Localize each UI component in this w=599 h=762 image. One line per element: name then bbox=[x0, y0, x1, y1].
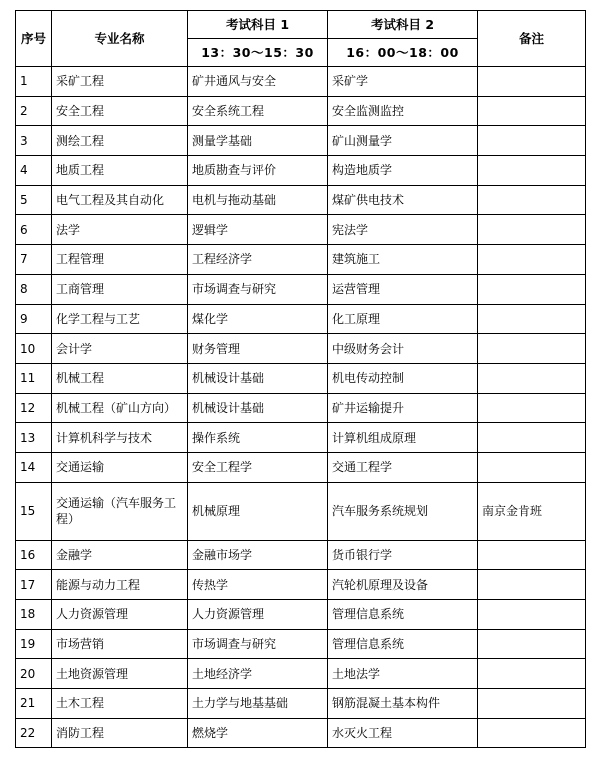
cell-subject1: 土地经济学 bbox=[188, 659, 328, 689]
cell-seq: 5 bbox=[16, 185, 52, 215]
cell-subject1: 逻辑学 bbox=[188, 215, 328, 245]
cell-note bbox=[478, 423, 586, 453]
cell-subject1: 燃烧学 bbox=[188, 718, 328, 748]
cell-subject1: 机械原理 bbox=[188, 482, 328, 540]
cell-seq: 14 bbox=[16, 452, 52, 482]
cell-subject2: 管理信息系统 bbox=[328, 629, 478, 659]
cell-subject2: 建筑施工 bbox=[328, 245, 478, 275]
table-row bbox=[16, 600, 586, 630]
table-row bbox=[16, 540, 586, 570]
cell-subject1: 安全系统工程 bbox=[188, 96, 328, 126]
cell-note bbox=[478, 452, 586, 482]
cell-seq: 13 bbox=[16, 423, 52, 453]
cell-seq: 4 bbox=[16, 156, 52, 186]
cell-note bbox=[478, 304, 586, 334]
table-row bbox=[16, 718, 586, 748]
cell-major: 采矿工程 bbox=[52, 67, 188, 97]
header-major: 专业名称 bbox=[52, 11, 188, 67]
cell-seq: 18 bbox=[16, 600, 52, 630]
cell-subject1: 机械设计基础 bbox=[188, 363, 328, 393]
table-row bbox=[16, 126, 586, 156]
cell-seq: 19 bbox=[16, 629, 52, 659]
cell-subject2: 运营管理 bbox=[328, 274, 478, 304]
cell-major: 消防工程 bbox=[52, 718, 188, 748]
table-row bbox=[16, 156, 586, 186]
cell-major: 市场营销 bbox=[52, 629, 188, 659]
header-time1: 13：30～15：30 bbox=[188, 39, 328, 67]
cell-seq: 10 bbox=[16, 334, 52, 364]
table-row bbox=[16, 185, 586, 215]
cell-subject1: 矿井通风与安全 bbox=[188, 67, 328, 97]
cell-note bbox=[478, 600, 586, 630]
header-subject1: 考试科目 1 bbox=[188, 11, 328, 39]
cell-subject2: 汽轮机原理及设备 bbox=[328, 570, 478, 600]
cell-note bbox=[478, 718, 586, 748]
cell-subject2: 管理信息系统 bbox=[328, 600, 478, 630]
cell-seq: 20 bbox=[16, 659, 52, 689]
cell-subject1: 金融市场学 bbox=[188, 540, 328, 570]
table-body bbox=[16, 67, 586, 748]
exam-schedule-table bbox=[15, 10, 586, 748]
cell-seq: 17 bbox=[16, 570, 52, 600]
cell-note bbox=[478, 659, 586, 689]
table-row bbox=[16, 96, 586, 126]
cell-seq: 1 bbox=[16, 67, 52, 97]
cell-subject2: 中级财务会计 bbox=[328, 334, 478, 364]
cell-subject2: 机电传动控制 bbox=[328, 363, 478, 393]
header-seq: 序号 bbox=[16, 11, 52, 67]
cell-note bbox=[478, 245, 586, 275]
table-row bbox=[16, 452, 586, 482]
cell-subject2: 安全监测监控 bbox=[328, 96, 478, 126]
cell-subject2: 矿井运输提升 bbox=[328, 393, 478, 423]
header-time2: 16：00～18：00 bbox=[328, 39, 478, 67]
cell-subject1: 操作系统 bbox=[188, 423, 328, 453]
cell-note bbox=[478, 363, 586, 393]
cell-major: 土地资源管理 bbox=[52, 659, 188, 689]
cell-subject2: 交通工程学 bbox=[328, 452, 478, 482]
cell-major: 能源与动力工程 bbox=[52, 570, 188, 600]
table-row bbox=[16, 304, 586, 334]
table-row bbox=[16, 659, 586, 689]
cell-note bbox=[478, 540, 586, 570]
table-row bbox=[16, 245, 586, 275]
cell-seq: 21 bbox=[16, 689, 52, 719]
cell-subject2: 采矿学 bbox=[328, 67, 478, 97]
cell-seq: 15 bbox=[16, 482, 52, 540]
cell-seq: 8 bbox=[16, 274, 52, 304]
cell-subject1: 财务管理 bbox=[188, 334, 328, 364]
cell-subject1: 机械设计基础 bbox=[188, 393, 328, 423]
cell-note bbox=[478, 274, 586, 304]
cell-note bbox=[478, 96, 586, 126]
cell-seq: 12 bbox=[16, 393, 52, 423]
cell-note bbox=[478, 570, 586, 600]
cell-note bbox=[478, 156, 586, 186]
header-note: 备注 bbox=[478, 11, 586, 67]
table-row bbox=[16, 570, 586, 600]
table-row bbox=[16, 334, 586, 364]
cell-subject2: 宪法学 bbox=[328, 215, 478, 245]
table-row bbox=[16, 629, 586, 659]
table-row bbox=[16, 67, 586, 97]
cell-seq: 11 bbox=[16, 363, 52, 393]
cell-major: 人力资源管理 bbox=[52, 600, 188, 630]
cell-major: 测绘工程 bbox=[52, 126, 188, 156]
cell-major: 金融学 bbox=[52, 540, 188, 570]
cell-note bbox=[478, 126, 586, 156]
cell-note bbox=[478, 334, 586, 364]
cell-major: 计算机科学与技术 bbox=[52, 423, 188, 453]
cell-major: 法学 bbox=[52, 215, 188, 245]
cell-subject2: 化工原理 bbox=[328, 304, 478, 334]
cell-subject2: 汽车服务系统规划 bbox=[328, 482, 478, 540]
cell-major: 机械工程（矿山方向） bbox=[52, 393, 188, 423]
cell-subject2: 矿山测量学 bbox=[328, 126, 478, 156]
cell-note bbox=[478, 629, 586, 659]
header-subject2: 考试科目 2 bbox=[328, 11, 478, 39]
cell-seq: 3 bbox=[16, 126, 52, 156]
cell-major: 化学工程与工艺 bbox=[52, 304, 188, 334]
cell-subject1: 土力学与地基基础 bbox=[188, 689, 328, 719]
cell-note bbox=[478, 393, 586, 423]
cell-major: 工程管理 bbox=[52, 245, 188, 275]
cell-subject1: 安全工程学 bbox=[188, 452, 328, 482]
cell-subject1: 测量学基础 bbox=[188, 126, 328, 156]
cell-major: 地质工程 bbox=[52, 156, 188, 186]
cell-subject1: 市场调查与研究 bbox=[188, 629, 328, 659]
table-row bbox=[16, 274, 586, 304]
cell-seq: 7 bbox=[16, 245, 52, 275]
cell-seq: 22 bbox=[16, 718, 52, 748]
cell-seq: 9 bbox=[16, 304, 52, 334]
cell-major: 会计学 bbox=[52, 334, 188, 364]
cell-subject2: 土地法学 bbox=[328, 659, 478, 689]
cell-major: 交通运输 bbox=[52, 452, 188, 482]
cell-note bbox=[478, 215, 586, 245]
cell-seq: 16 bbox=[16, 540, 52, 570]
cell-note bbox=[478, 689, 586, 719]
table-row bbox=[16, 689, 586, 719]
cell-subject1: 电机与拖动基础 bbox=[188, 185, 328, 215]
cell-note bbox=[478, 185, 586, 215]
cell-subject2: 构造地质学 bbox=[328, 156, 478, 186]
cell-subject1: 人力资源管理 bbox=[188, 600, 328, 630]
cell-seq: 2 bbox=[16, 96, 52, 126]
cell-subject2: 水灭火工程 bbox=[328, 718, 478, 748]
cell-subject2: 货币银行学 bbox=[328, 540, 478, 570]
cell-subject1: 传热学 bbox=[188, 570, 328, 600]
cell-subject1: 地质勘查与评价 bbox=[188, 156, 328, 186]
cell-subject1: 煤化学 bbox=[188, 304, 328, 334]
cell-note: 南京金肯班 bbox=[478, 482, 586, 540]
cell-subject2: 钢筋混凝土基本构件 bbox=[328, 689, 478, 719]
cell-note bbox=[478, 67, 586, 97]
cell-subject2: 计算机组成原理 bbox=[328, 423, 478, 453]
table-row bbox=[16, 215, 586, 245]
table-row bbox=[16, 423, 586, 453]
cell-subject2: 煤矿供电技术 bbox=[328, 185, 478, 215]
cell-major: 机械工程 bbox=[52, 363, 188, 393]
cell-subject1: 市场调查与研究 bbox=[188, 274, 328, 304]
cell-major: 安全工程 bbox=[52, 96, 188, 126]
table-row bbox=[16, 363, 586, 393]
table-header bbox=[16, 11, 586, 67]
table-row bbox=[16, 482, 586, 540]
cell-major: 电气工程及其自动化 bbox=[52, 185, 188, 215]
cell-seq: 6 bbox=[16, 215, 52, 245]
table-row bbox=[16, 393, 586, 423]
cell-major: 交通运输（汽车服务工程） bbox=[52, 482, 188, 540]
cell-major: 土木工程 bbox=[52, 689, 188, 719]
cell-subject1: 工程经济学 bbox=[188, 245, 328, 275]
cell-major: 工商管理 bbox=[52, 274, 188, 304]
